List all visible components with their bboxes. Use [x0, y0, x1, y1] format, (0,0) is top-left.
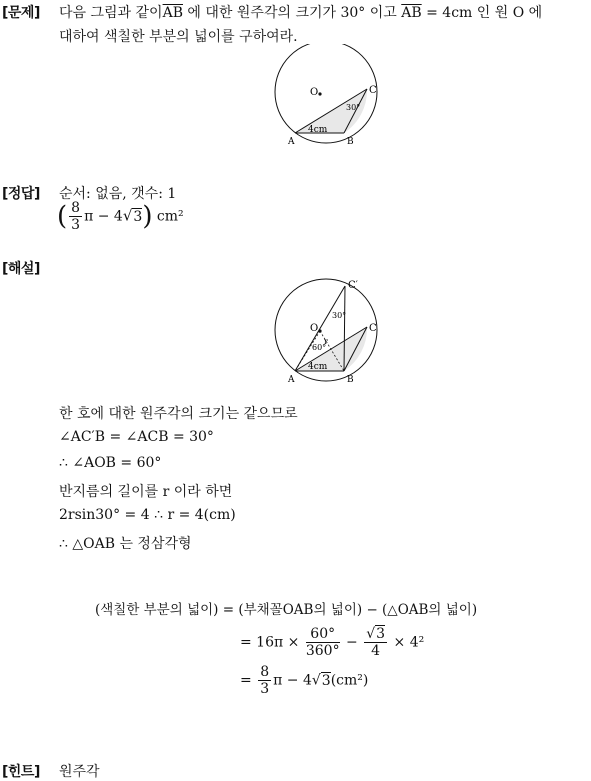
label-o-2: O [310, 323, 319, 334]
label-c-2: C [369, 323, 377, 334]
angle-60-label: 60° [312, 343, 327, 352]
answer-label: [정답] [2, 186, 40, 202]
explanation-line-5: 2rsin30° = 4 ∴ r = 4(cm) [59, 507, 236, 523]
answer-formula: ( $\frac{8}{3}$ π − 4√3) cm² [57, 200, 184, 233]
center-point [318, 92, 321, 95]
label-c-prime: C′ [348, 280, 358, 291]
explanation-line-3: ∴ ∠AOB = 60° [59, 455, 162, 471]
label-o: O [310, 87, 319, 98]
explanation-label: [해설] [2, 261, 40, 277]
length-label: 4cm [308, 125, 328, 135]
problem-line-1: 다음 그림과 같이$\overline{AB}$ 에 대한 원주각의 크기가 30° 이고 $\overline{AB} = 4cm$ 인 원 O 에 [59, 5, 543, 21]
label-a-2: A [288, 375, 295, 385]
explanation-figure [270, 278, 385, 386]
label-b-2: B [347, 375, 354, 385]
label-a: A [288, 137, 295, 147]
answer-line-1: 순서: 없음, 갯수: 1 [59, 186, 177, 202]
area-equation-1: (색칠한 부분의 넓이) = (부채꼴OAB의 넓이) − (△OAB의 넓이) [95, 602, 478, 618]
angle-30-label: 30° [332, 311, 347, 320]
explanation-line-4: 반지름의 길이를 r 이라 하면 [59, 484, 233, 500]
angle-label: 30° [346, 103, 361, 112]
problem-line-2: 대하여 색칠한 부분의 넓이를 구하여라. [59, 29, 298, 45]
center-point-2 [318, 329, 321, 332]
problem-label: [문제] [2, 5, 40, 21]
label-b: B [347, 137, 354, 147]
hint-text: 원주각 [59, 764, 100, 780]
explanation-line-2: ∠AC′B = ∠ACB = 30° [59, 429, 214, 445]
hint-label: [힌트] [2, 764, 40, 780]
label-c: C [369, 85, 377, 96]
problem-figure [270, 44, 385, 148]
explanation-line-6: ∴ △OAB 는 정삼각형 [59, 536, 192, 552]
area-equation-3: = $\frac{8}{3}$ π − 4√3(cm²) [240, 664, 369, 697]
area-equation-2: = 16π × $\frac{60^\circ}{360^\circ}$ − $\frac{√3}{4}$ × 4² [240, 626, 425, 659]
explanation-line-1: 한 호에 대한 원주각의 크기는 같으므로 [59, 406, 298, 422]
length-label-2: 4cm [308, 362, 328, 372]
radius-label: r [324, 337, 328, 346]
